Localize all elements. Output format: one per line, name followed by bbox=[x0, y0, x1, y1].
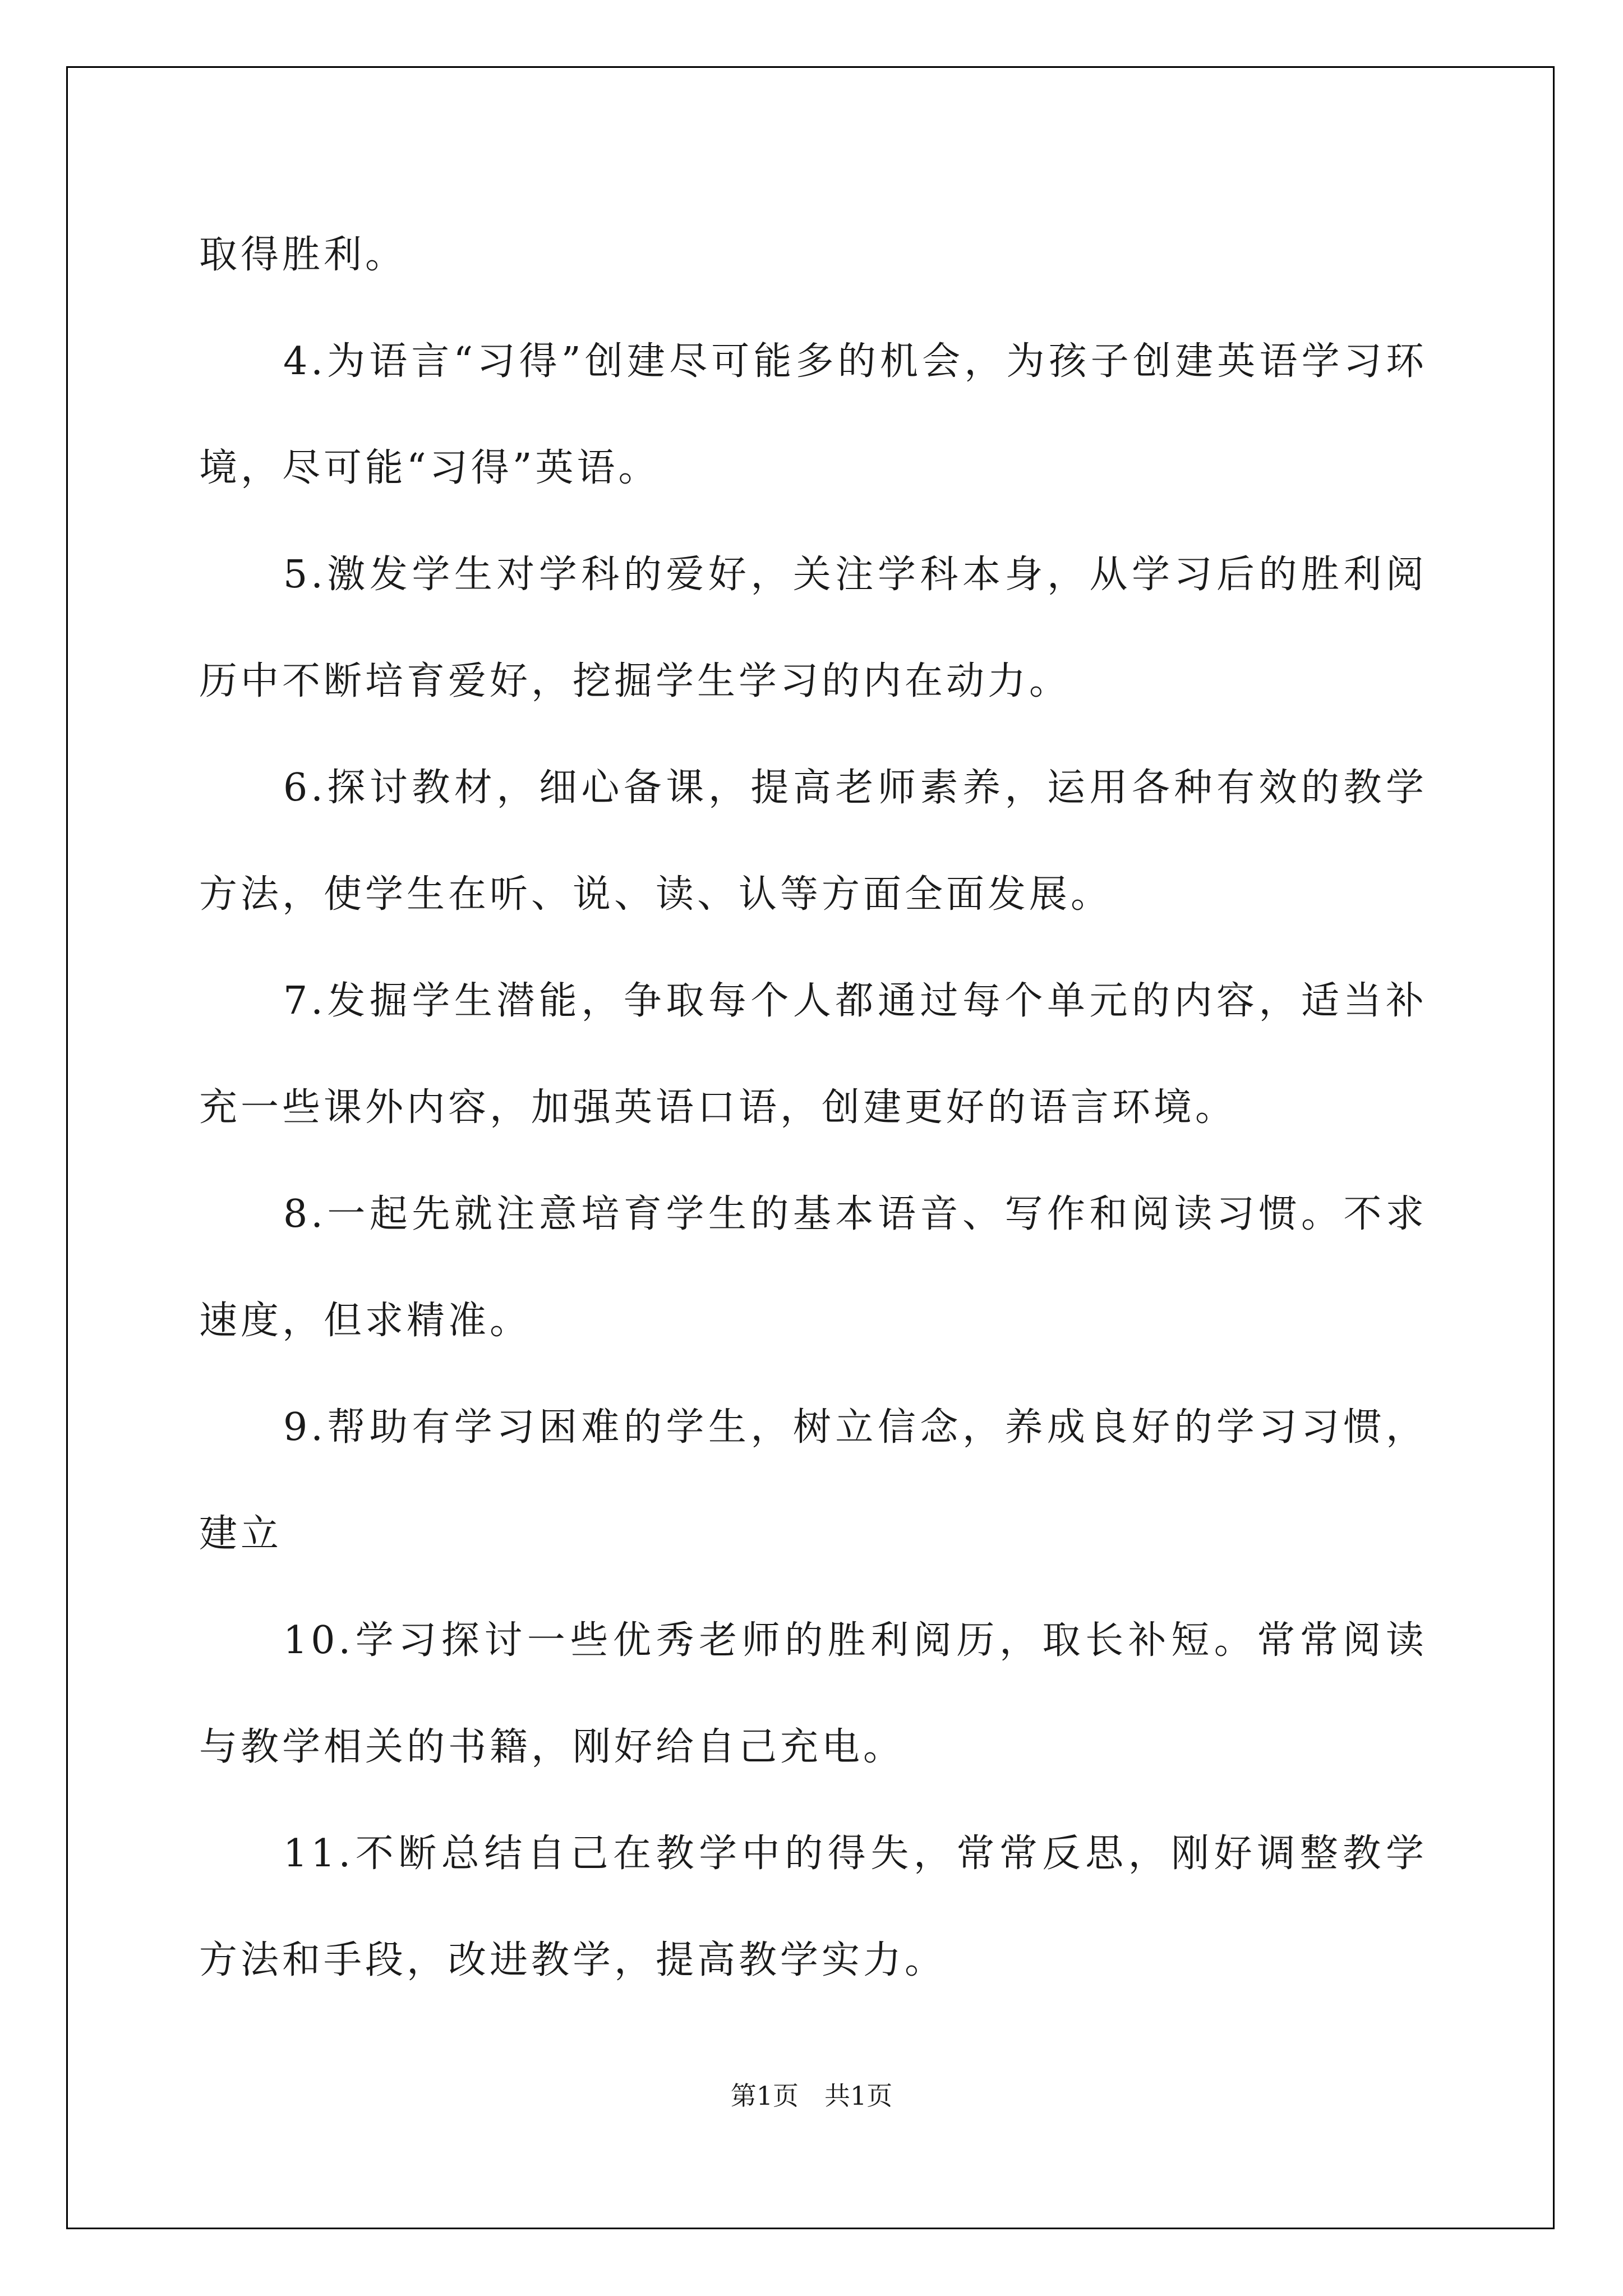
paragraph-item-7: 7.发掘学生潜能，争取每个人都通过每个单元的内容，适当补充一些课外内容，加强英语口语，创建更好的语言环境。 bbox=[199, 979, 1427, 1130]
paragraph-continuation: 取得胜利。 bbox=[199, 233, 407, 277]
paragraph-item-9: 9.帮助有学习困难的学生，树立信念，养成良好的学习习惯，建立 bbox=[199, 1405, 1427, 1556]
paragraph-item-4: 4.为语言“习得”创建尽可能多的机会，为孩子创建英语学习环境，尽可能“习得”英语。 bbox=[199, 339, 1427, 490]
document-body bbox=[199, 202, 1427, 2014]
paragraph-item-5: 5.激发学生对学科的爱好，关注学科本身，从学习后的胜利阅历中不断培育爱好，挖掘学生学习的内在动力。 bbox=[199, 553, 1427, 703]
paragraph-item-11: 11.不断总结自己在教学中的得失，常常反思，刚好调整教学方法和手段，改进教学，提高教学实力。 bbox=[199, 1832, 1427, 1982]
paragraph-item-8: 8.一起先就注意培育学生的基本语音、写作和阅读习惯。不求速度，但求精准。 bbox=[199, 1192, 1427, 1343]
page-footer: 第1页 共1页 bbox=[730, 2081, 893, 2111]
paragraph-item-10: 10.学习探讨一些优秀老师的胜利阅历，取长补短。常常阅读与教学相关的书籍，刚好给自己充电。 bbox=[199, 1618, 1427, 1769]
paragraph-item-6: 6.探讨教材，细心备课，提高老师素养，运用各种有效的教学方法，使学生在听、说、读、认等方面全面发展。 bbox=[199, 766, 1427, 917]
